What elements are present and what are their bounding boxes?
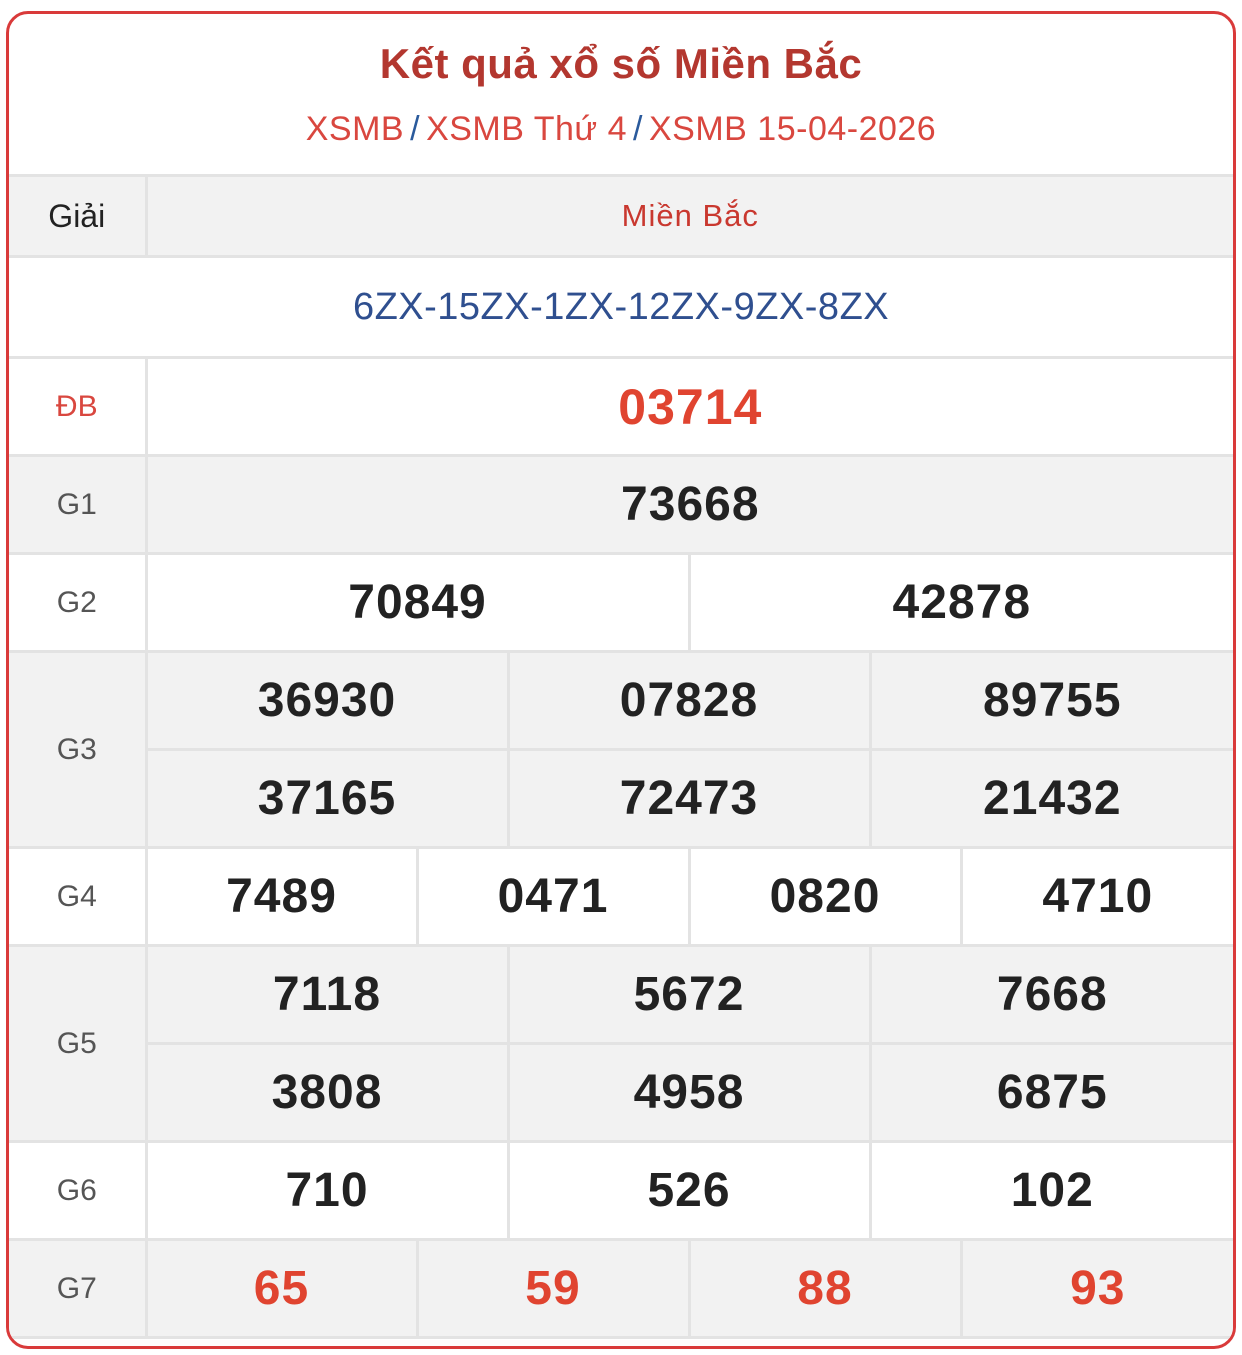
prize-row-g7 — [9, 1240, 1233, 1338]
results-header — [9, 14, 1233, 174]
breadcrumb-link-xsmb[interactable]: XSMB — [305, 110, 405, 148]
prize-value-g4: 4710 — [961, 848, 1233, 946]
results-table — [9, 174, 1233, 1339]
prize-value-g7: 65 — [146, 1240, 417, 1338]
breadcrumb-link-xsmb-date[interactable]: XSMB 15-04-2026 — [649, 110, 937, 148]
prize-value-g3: 21432 — [870, 750, 1233, 848]
prize-value-g5: 6875 — [870, 1044, 1233, 1142]
prize-value-g3: 37165 — [146, 750, 508, 848]
page-title: Kết quả xổ số Miền Bắc — [379, 40, 863, 87]
prize-label-g3: G3 — [9, 652, 146, 848]
prize-row-g3 — [9, 750, 1233, 848]
prize-label-g2: G2 — [9, 554, 146, 652]
column-header-region: Miền Bắc — [146, 176, 1233, 257]
prize-value-g1: 73668 — [146, 456, 1233, 554]
breadcrumb — [9, 110, 1233, 149]
prize-value-g4: 7489 — [146, 848, 417, 946]
prize-value-g7: 93 — [961, 1240, 1233, 1338]
prize-value-g3: 36930 — [146, 652, 508, 750]
prize-row-g3 — [9, 652, 1233, 750]
prize-row-g4 — [9, 848, 1233, 946]
prize-value-g6: 102 — [870, 1142, 1233, 1240]
prize-value-g2: 42878 — [689, 554, 1233, 652]
prize-value-g5: 7668 — [870, 946, 1233, 1044]
prize-value-g6: 526 — [508, 1142, 870, 1240]
prize-row-g5 — [9, 946, 1233, 1044]
prize-value-g7: 59 — [417, 1240, 689, 1338]
draw-code: 6ZX-15ZX-1ZX-12ZX-9ZX-8ZX — [9, 257, 1233, 358]
prize-value-g3: 07828 — [508, 652, 870, 750]
prize-value-g5: 5672 — [508, 946, 870, 1044]
breadcrumb-separator: / — [410, 110, 421, 148]
breadcrumb-link-xsmb-thu-4[interactable]: XSMB Thứ 4 — [426, 110, 628, 148]
breadcrumb-separator: / — [633, 110, 643, 148]
prize-value-g3: 89755 — [870, 652, 1233, 750]
prize-label-db: ĐB — [9, 358, 146, 456]
code-row — [9, 257, 1233, 358]
prize-label-g7: G7 — [9, 1240, 146, 1338]
prize-value-g4: 0820 — [689, 848, 961, 946]
results-card — [6, 11, 1236, 1349]
prize-label-g1: G1 — [9, 456, 146, 554]
prize-row-g2 — [9, 554, 1233, 652]
prize-value-g4: 0471 — [417, 848, 689, 946]
column-header-prize: Giải — [9, 176, 146, 257]
table-header-row — [9, 176, 1233, 257]
prize-value-g3: 72473 — [508, 750, 870, 848]
prize-value-g5: 3808 — [146, 1044, 508, 1142]
prize-row-g6 — [9, 1142, 1233, 1240]
prize-value-g6: 710 — [146, 1142, 508, 1240]
prize-value-g5: 7118 — [146, 946, 508, 1044]
prize-label-g5: G5 — [9, 946, 146, 1142]
prize-row-db — [9, 358, 1233, 456]
prize-label-g6: G6 — [9, 1142, 146, 1240]
prize-value-db: 03714 — [146, 358, 1233, 456]
prize-row-g1 — [9, 456, 1233, 554]
prize-value-g2: 70849 — [146, 554, 689, 652]
prize-row-g5 — [9, 1044, 1233, 1142]
prize-value-g7: 88 — [689, 1240, 961, 1338]
prize-value-g5: 4958 — [508, 1044, 870, 1142]
prize-label-g4: G4 — [9, 848, 146, 946]
